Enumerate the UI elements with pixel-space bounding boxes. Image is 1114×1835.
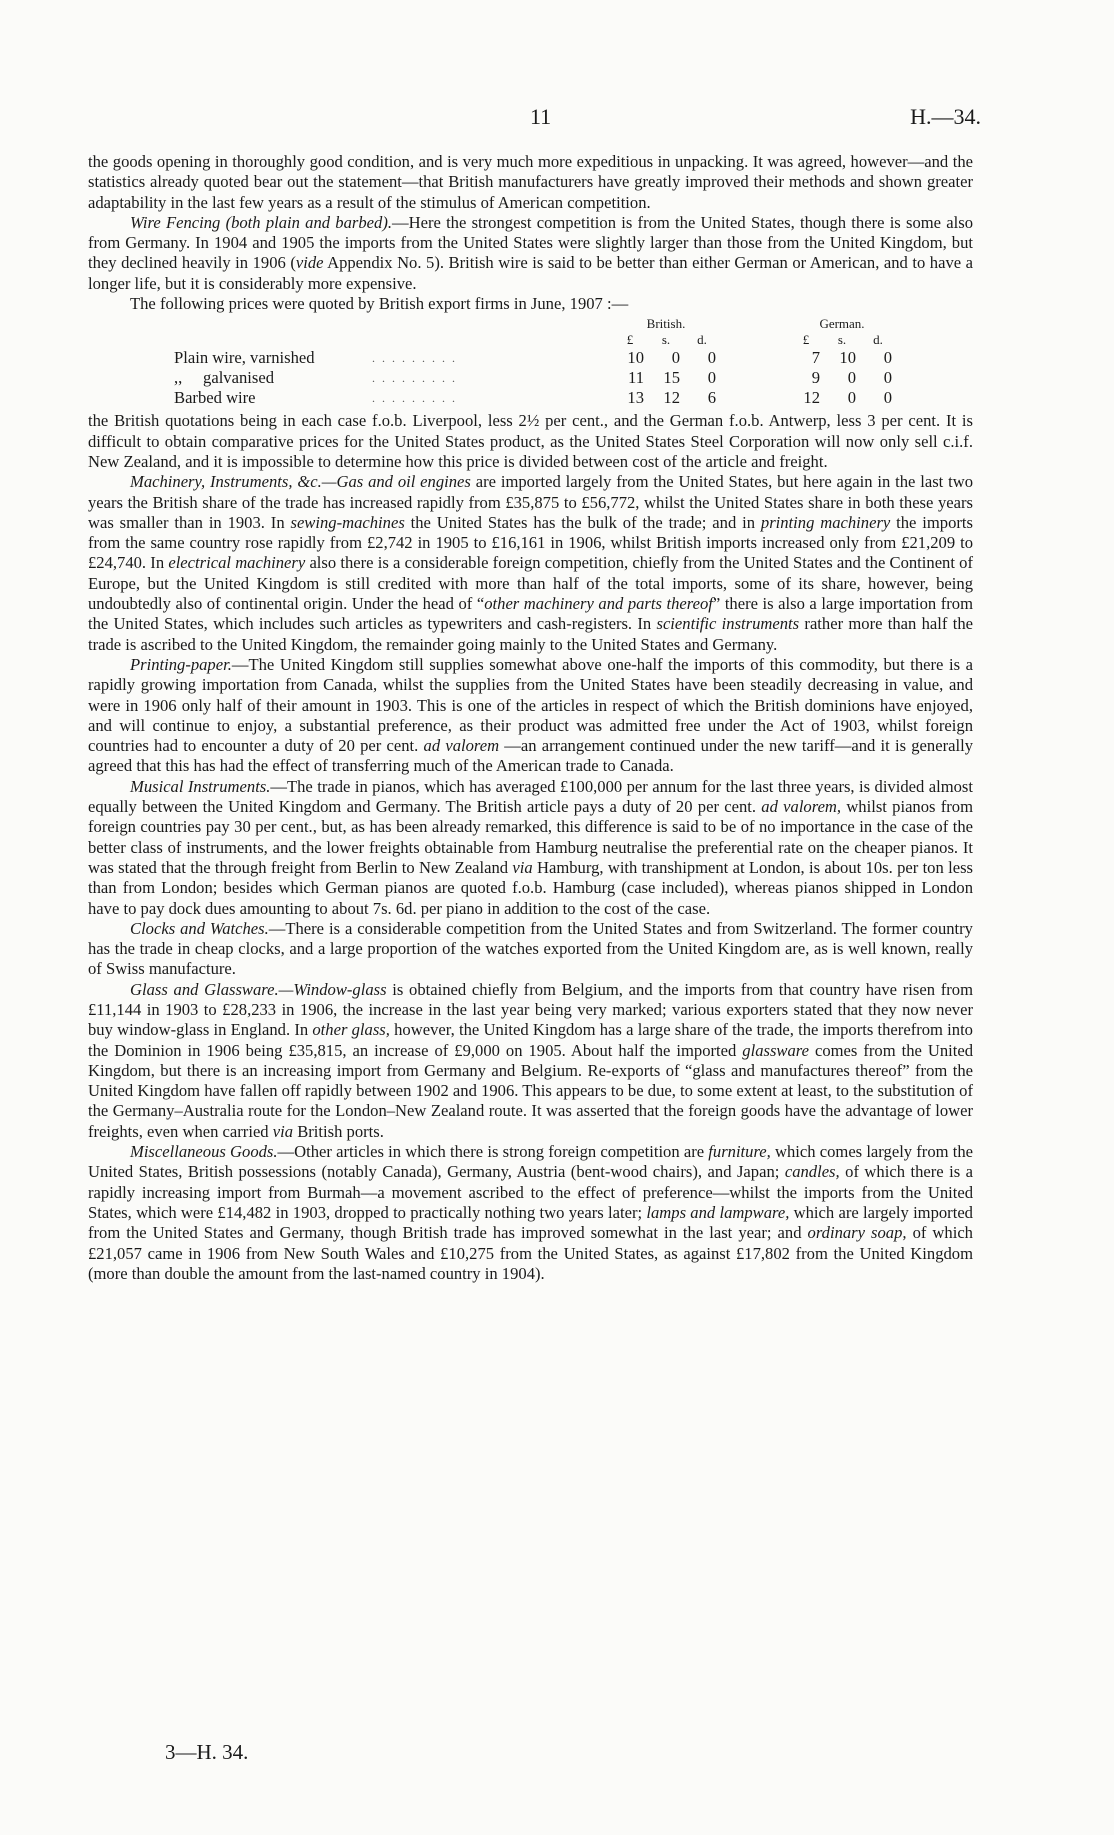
blank-cell (170, 332, 368, 348)
table-row (170, 388, 896, 408)
page-number: 11 (530, 104, 552, 129)
blank-cell (720, 388, 788, 408)
british-pence: 6 (707, 388, 716, 408)
section-heading: Printing-paper. (130, 654, 232, 674)
paragraph-text: —There is a considerable competition from the United States and from Switzerland. The former country has the trade in cheap clocks, and a large proportion of the watches exported from the United Kingdom are, as is well known, really of Swiss manufacture. (88, 918, 973, 979)
italic-term: other machinery and parts thereof (484, 594, 713, 614)
italic-term: electrical machinery (168, 553, 306, 573)
section-heading: Musical Instruments. (130, 776, 271, 796)
italic-term: lamps and lampware, (646, 1202, 790, 1222)
price-table (170, 316, 896, 408)
italic-term: printing machinery (760, 512, 891, 532)
paragraph-text: the goods opening in thoroughly good condition, and is very much more expeditious in unpacking. It was agreed, however—and the statistics already quoted bear out the statement—that British manufacturers have greatly improved their methods and shown greater adaptability in the last few years as a result of the stimulus of American competition. (88, 152, 973, 212)
german-shillings: 0 (847, 388, 856, 408)
paragraph-text: rather more than half the trade is ascribed to the United Kingdom, the remainder going mainly to the United States and Germany. (88, 614, 973, 654)
body-text (88, 152, 973, 1284)
paragraph-text: which are largely imported from the United States and Germany, though British trade has improved somewhat in the last year; and (88, 1202, 973, 1243)
italic-term: glassware (742, 1040, 809, 1060)
paragraph-text: ” there is also a large importation from the United States, which includes such articles as typewriters and cash-registers. In (88, 594, 973, 634)
item-name: Plain wire, varnished (174, 348, 315, 368)
paragraph-musical-instruments (88, 777, 973, 919)
paragraph-text: British ports. (293, 1121, 384, 1141)
italic-term: via (272, 1121, 294, 1141)
blank-cell (720, 368, 788, 388)
unit-pence: d. (873, 332, 883, 348)
italic-term: vide (295, 253, 324, 273)
paragraph-text: also there is a considerable foreign competition, chiefly from the United States and the Continent of Europe, but the United Kingdom is still credited with more than half of the total imports, some of its share, however, being undoubtedly also of continental origin. Under the head of “ (88, 553, 973, 614)
leader-dots: . . . . . . . . . (372, 371, 457, 386)
paragraph-text: Hamburg, with transhipment at London, is about 10s. per ton less than from London; besides which German pianos are quoted f.o.b. Hamburg (case included), whereas pianos shipped in London have to pay dock dues amounting to about 7s. 6d. per piano in addition to the cost of the case. (88, 857, 973, 918)
blank-cell (720, 348, 788, 368)
italic-term: furniture, (708, 1142, 771, 1162)
unit-pounds: £ (802, 332, 810, 348)
british-shillings: 0 (671, 348, 680, 368)
paragraph-text: the United States has the bulk of the trade; and in (404, 512, 761, 532)
section-heading: Wire Fencing (both plain and barbed). (130, 212, 392, 232)
section-heading: Glass and Glassware.—Window-glass (130, 979, 387, 999)
british-pence: 0 (707, 348, 716, 368)
price-table-header (170, 316, 896, 332)
italic-term: scientific instruments (656, 614, 800, 634)
paragraph-clocks-watches (88, 919, 973, 980)
blank-cell (170, 316, 368, 332)
german-pounds: 7 (811, 348, 820, 368)
paragraph-text: Appendix No. 5). British wire is said to be better than either German or American, and to have a longer life, but it is considerably more expensive. (88, 253, 973, 293)
italic-term: ad valorem (423, 736, 500, 756)
paragraph-text: —Here the strongest competition is from the United States, though there is some also from Germany. In 1904 and 1905 the imports from the United States were slightly larger than those from the United Kingdom, but they declined heavily in 1906 ( (88, 212, 973, 273)
paragraph-text: the British quotations being in each case f.o.b. Liverpool, less 2½ per cent., and the German f.o.b. Antwerp, less 3 per cent. It is difficult to obtain comparative prices for the United States product, as the United States Steel Corporation will now only sell c.i.f. New Zealand, and it is impossible to determine how this price is divided between cost of the article and freight. (88, 411, 973, 471)
paragraph-text: —The trade in pianos, which has averaged £100,000 per annum for the last three years, is divided almost equally between the United Kingdom and Germany. The British article pays a duty of 20 per cent. (88, 776, 973, 817)
leader-dots: . . . . . . . . . (372, 391, 457, 406)
paragraph-quotations (88, 411, 973, 472)
paragraph-prices-intro (88, 294, 973, 314)
paragraph-text: is obtained chiefly from Belgium, and the imports from that country have risen from £11,144 in 1903 to £28,233 in 1906, the increase in the last year being very marked; various exporters stated that they now never buy window-glass in England. In (88, 979, 973, 1040)
blank-cell (368, 332, 612, 348)
italic-term: other glass, (312, 1020, 390, 1040)
british-shillings: 12 (663, 388, 680, 408)
british-pounds: 10 (627, 348, 644, 368)
paragraph-text: whilst pianos from foreign countries pay 30 per cent., but, as has been already remarked, this difference is said to be of no importance in the case of the better class of instruments, and the lower freights obtainable from Hamburg neutralise the preferential rate on the cheaper pianos. It was stated that the through freight from Berlin to New Zealand (88, 797, 973, 877)
german-header: German. (819, 316, 865, 332)
paragraph-glass (88, 980, 973, 1142)
section-heading: Machinery, Instruments, &c.—Gas and oil engines (130, 472, 471, 492)
german-pounds: 12 (803, 388, 820, 408)
table-row (170, 368, 896, 388)
blank-cell (720, 316, 788, 332)
footer-reference: 3—H. 34. (165, 1740, 249, 1764)
document-reference: H.—34. (910, 104, 981, 129)
paragraph-text: are imported largely from the United States, but here again in the last two years the British share of the trade has increased rapidly from £35,875 to £56,772, whilst the United States share in both these years was smaller than in 1903. In (88, 472, 974, 532)
unit-pence: d. (697, 332, 707, 348)
paragraph-printing-paper (88, 655, 973, 777)
paragraph-text: —Other articles in which there is strong foreign competition are (277, 1142, 709, 1162)
british-pounds: 11 (628, 368, 644, 388)
paragraph-text: The following prices were quoted by British export firms in June, 1907 :— (130, 294, 629, 314)
british-pence: 0 (707, 368, 716, 388)
item-name: ,, galvanised (174, 368, 275, 388)
paragraph-text: —The United Kingdom still supplies somewhat above one-half the imports of this commodity, but there is a rapidly growing importation from Canada, whilst the supplies from the United States have been steadily decreasing in value, and were in 1906 only half of their amount in 1903. This is one of the articles in respect of which the British dominions have enjoyed, and will continue to enjoy, a substantial preference, as their product was admitted free under the Act of 1903, whilst foreign countries had to encounter a duty of 20 per cent. (88, 654, 973, 756)
german-shillings: 0 (847, 368, 856, 388)
german-pence: 0 (883, 368, 892, 388)
section-heading: Clocks and Watches. (130, 918, 269, 938)
german-shillings: 10 (839, 348, 856, 368)
british-shillings: 15 (663, 368, 680, 388)
unit-pounds: £ (626, 332, 634, 348)
italic-term: sewing-machines (290, 512, 405, 532)
paragraph-text: of which there is a rapidly increasing import from Burmah—a movement ascribed to the effect of preference—whilst the imports from the United States, which were £14,482 in 1903, dropped to practically nothing two years later; (88, 1162, 973, 1222)
paragraph-text: which comes largely from the United States, British possessions (notably Canada), Germany, Austria (bent-wood chairs), and Japan; (88, 1142, 973, 1182)
paragraph-text: comes from the United Kingdom, but there is an increasing import from Germany and Belgium. Re-exports of “glass and manufactures thereof” from the United Kingdom have fallen off rapidly between 1902 and 1906. This appears to be due, to some extent at least, to the substitution of the Germany–Australia route for the London–New Zealand route. It was asserted that the foreign goods have the advantage of lower freights, even when carried (88, 1040, 973, 1141)
paragraph-text: however, the United Kingdom has a large share of the trade, the imports therefrom into the Dominion in 1906 being £35,815, an increase of £9,000 on 1905. About half the imported (88, 1020, 973, 1060)
paragraph-machinery (88, 472, 973, 655)
german-pence: 0 (883, 388, 892, 408)
paragraph-wire-fencing (88, 213, 973, 294)
german-pounds: 9 (811, 368, 820, 388)
italic-term: ordinary soap, (807, 1223, 907, 1243)
paragraph-text: of which £21,057 came in 1906 from New South Wales and £10,275 from the United States, as against £17,802 from the United Kingdom (more than double the amount from the last-named country in 1904). (88, 1223, 973, 1283)
italic-term: candles, (784, 1162, 840, 1182)
paragraph-text: —an arrangement continued under the new tariff—and it is generally agreed that this has had the effect of transferring much of the American trade to Canada. (88, 736, 973, 776)
italic-term: via (512, 857, 533, 877)
british-pounds: 13 (627, 388, 644, 408)
blank-cell (368, 316, 612, 332)
paragraph-intro (88, 152, 973, 213)
paragraph-text: the imports from the same country rose rapidly from £2,742 in 1905 to £16,161 in 1906, whilst British imports increased only from £21,209 to £24,740. In (88, 512, 973, 573)
unit-shillings: s. (661, 332, 671, 348)
german-pence: 0 (883, 348, 892, 368)
british-header: British. (646, 316, 686, 332)
blank-cell (720, 332, 788, 348)
italic-term: ad valorem, (761, 797, 842, 817)
item-name: Barbed wire (174, 388, 256, 408)
price-table-units (170, 332, 896, 348)
unit-shillings: s. (837, 332, 847, 348)
section-heading: Miscellaneous Goods. (130, 1142, 278, 1162)
paragraph-miscellaneous (88, 1142, 973, 1284)
leader-dots: . . . . . . . . . (372, 351, 457, 366)
table-row (170, 348, 896, 368)
